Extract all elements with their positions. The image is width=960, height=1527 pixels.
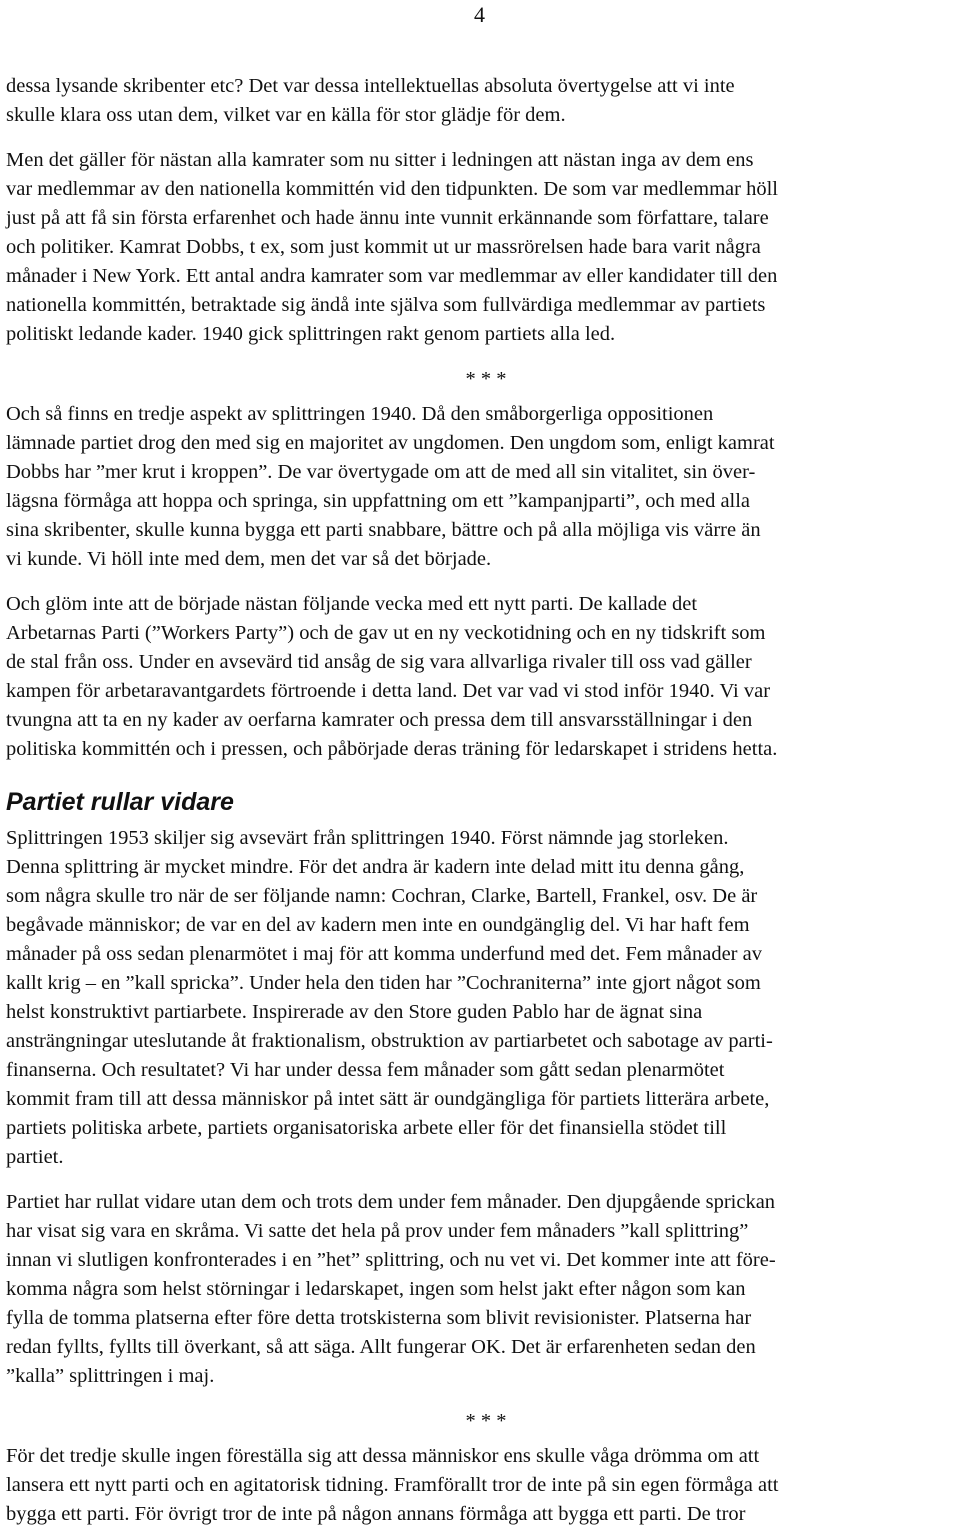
section-separator: * * * bbox=[465, 368, 507, 390]
text-line: lägsna förmåga att hoppa och springa, sin uppfattning om ett ”kampanjparti”, och med alla bbox=[6, 490, 751, 512]
text-line: partiet. bbox=[6, 1146, 64, 1168]
text-line: ansträngningar uteslutande åt fraktionalism, obstruktion av partiarbetet och sabotage av parti- bbox=[6, 1030, 773, 1052]
text-line: just på att få sin första erfarenhet och hade ännu inte vunnit erkännande som författare, talare bbox=[6, 207, 769, 229]
text-line: partiets politiska arbete, partiets organisatoriska arbete eller för det finansiella stödet till bbox=[6, 1117, 727, 1139]
text-line: kommit fram till att dessa människor på intet sätt är oundgängliga för partiets litterära arbete, bbox=[6, 1088, 770, 1110]
section-heading: Partiet rullar vidare bbox=[6, 788, 234, 816]
section-separator-2: * * * bbox=[465, 1410, 507, 1432]
text-line: Denna splittring är mycket mindre. För det andra är kadern inte delad mitt itu denna gång, bbox=[6, 856, 745, 878]
text-line: kampen för arbetaravantgardets förtroende i detta land. Det var vad vi stod inför 1940. Vi var bbox=[6, 680, 771, 702]
text-line: skulle klara oss utan dem, vilket var en källa för stor glädje för dem. bbox=[6, 104, 566, 126]
text-line: Och så finns en tredje aspekt av splittringen 1940. Då den småborgerliga oppositionen bbox=[6, 403, 714, 425]
text-line: Men det gäller för nästan alla kamrater som nu sitter i ledningen att nästan inga av dem ens bbox=[6, 149, 754, 171]
text-line: För det tredje skulle ingen föreställa sig att dessa människor ens skulle våga drömma om att bbox=[6, 1445, 760, 1467]
text-line: helst konstruktivt partiarbete. Inspirerade av den Store guden Pablo har de ägnat sina bbox=[6, 1001, 703, 1023]
text-line: finanserna. Och resultatet? Vi har under dessa fem månader som gått sedan plenarmötet bbox=[6, 1059, 725, 1081]
paragraph-group-top bbox=[6, 72, 960, 349]
text-line: Splittringen 1953 skiljer sig avsevärt från splittringen 1940. Först nämnde jag storleken. bbox=[6, 827, 729, 849]
text-line: som några skulle tro när de ser följande namn: Cochran, Clarke, Bartell, Frankel, osv. De är bbox=[6, 885, 758, 907]
text-line: tvungna att ta en ny kader av oerfarna kamrater och pressa dem till ansvarsställningar i den bbox=[6, 709, 753, 731]
text-line: fylla de tomma platserna efter före detta trotskisterna som blivit revisionister. Platserna har bbox=[6, 1307, 752, 1329]
text-line: nationella kommittén, betraktade sig ändå inte själva som fullvärdiga medlemmar av partiets bbox=[6, 294, 766, 316]
body-text bbox=[6, 72, 960, 1527]
paragraph bbox=[6, 146, 960, 349]
text-line: bygga ett parti. För övrigt tror de inte på någon annans förmåga att bygga ett parti. De tror bbox=[6, 1503, 746, 1525]
text-line: dessa lysande skribenter etc? Det var dessa intellektuellas absoluta övertygelse att vi inte bbox=[6, 75, 735, 97]
text-line: lämnade partiet drog den med sig en majoritet av ungdomen. Den ungdom som, enligt kamrat bbox=[6, 432, 775, 454]
paragraph-group-section bbox=[6, 824, 960, 1391]
text-line: Och glöm inte att de började nästan följande vecka med ett nytt parti. De kallade det bbox=[6, 593, 698, 615]
text-line: månader i New York. Ett antal andra kamrater som var medlemmar av eller kandidater till den bbox=[6, 265, 778, 287]
text-line: politiska kommittén och i pressen, och påbörjade deras träning för ledarskapet i stridens hetta. bbox=[6, 738, 778, 760]
text-line: redan fyllts, fyllts till överkant, så att säga. Allt fungerar OK. Det är erfarenheten sedan den bbox=[6, 1336, 756, 1358]
text-line: månader på oss sedan plenarmötet i maj för att komma underfund med det. Fem månader av bbox=[6, 943, 762, 965]
text-line: politiskt ledande kader. 1940 gick splittringen rakt genom partiets alla led. bbox=[6, 323, 616, 345]
page-number: 4 bbox=[474, 2, 485, 27]
paragraph bbox=[6, 400, 960, 574]
text-line: begåvade människor; de var en del av kadern men inte en oundgänglig del. Vi har haft fem bbox=[6, 914, 750, 936]
text-line: komma några som helst störningar i ledarskapet, ingen som helst jakt efter någon som kan bbox=[6, 1278, 746, 1300]
text-line: de stal från oss. Under en avsevärd tid ansåg de sig vara allvarliga rivaler till oss vad gäller bbox=[6, 651, 752, 673]
paragraph bbox=[6, 1442, 960, 1527]
text-line: kallt krig – en ”kall spricka”. Under hela den tiden har ”Cochraniterna” inte gjort något som bbox=[6, 972, 761, 994]
text-line: och politiker. Kamrat Dobbs, t ex, som just kommit ut ur massrörelsen hade bara varit några bbox=[6, 236, 761, 258]
paragraph bbox=[6, 824, 960, 1172]
text-line: Dobbs har ”mer krut i kroppen”. De var övertygade om att de med all sin vitalitet, sin över- bbox=[6, 461, 756, 483]
text-line: lansera ett nytt parti och en agitatorisk tidning. Framförallt tror de inte på sin egen förmåga att bbox=[6, 1474, 779, 1496]
text-line: var medlemmar av den nationella kommittén vid den tidpunkten. De som var medlemmar höll bbox=[6, 178, 778, 200]
paragraph bbox=[6, 1188, 960, 1391]
text-line: har visat sig vara en skråma. Vi satte det hela på prov under fem månaders ”kall splittring” bbox=[6, 1220, 749, 1242]
paragraph-group-middle bbox=[6, 400, 960, 764]
text-line: ”kalla” splittringen i maj. bbox=[6, 1365, 215, 1387]
paragraph-group-bottom bbox=[6, 1442, 960, 1527]
paragraph bbox=[6, 590, 960, 764]
text-line: sina skribenter, skulle kunna bygga ett parti snabbare, bättre och på alla möjliga vis värre än bbox=[6, 519, 761, 541]
text-line: vi kunde. Vi höll inte med dem, men det var så det började. bbox=[6, 548, 492, 570]
text-line: innan vi slutligen konfronterades i en ”het” splittring, och nu vet vi. Det kommer inte att före- bbox=[6, 1249, 776, 1271]
text-line: Arbetarnas Parti (”Workers Party”) och de gav ut en ny veckotidning och en ny tidskrift som bbox=[6, 622, 766, 644]
paragraph bbox=[6, 72, 960, 130]
text-line: Partiet har rullat vidare utan dem och trots dem under fem månader. Den djupgående sprickan bbox=[6, 1191, 776, 1213]
